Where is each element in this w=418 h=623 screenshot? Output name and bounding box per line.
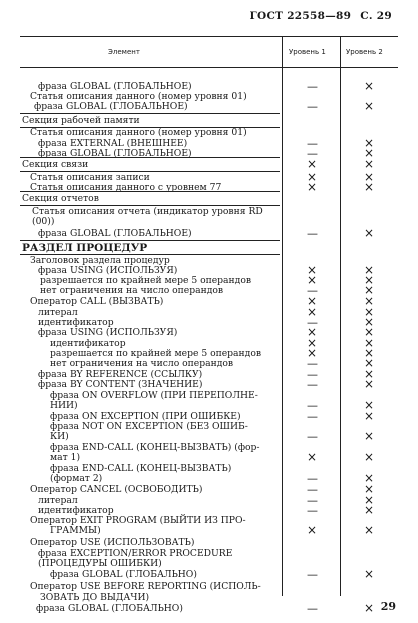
table-row: Секция связи: [22, 159, 89, 170]
cross-mark: ×: [364, 294, 375, 308]
cross-mark: ×: [364, 601, 375, 615]
page-number: 29: [380, 600, 396, 613]
cross-mark: ×: [364, 315, 375, 329]
table-row: фраза NOT ON EXCEPTION (БЕЗ ОШИБ-: [50, 421, 248, 432]
table-row: Статья описания данного (номер уровня 01): [30, 127, 247, 138]
dash-mark: —: [307, 494, 318, 507]
table-row: фраза GLOBAL (ГЛОБАЛЬНОЕ): [38, 81, 192, 92]
table-row: фраза ON EXCEPTION (ПРИ ОШИБКЕ): [50, 411, 241, 422]
dash-mark: —: [307, 147, 318, 160]
dash-mark: —: [307, 137, 318, 150]
table-row: фраза ON OVERFLOW (ПРИ ПЕРЕПОЛНЕ-: [50, 390, 258, 401]
dash-mark: —: [307, 399, 318, 412]
table-row: Оператор USE (ИСПОЛЬЗОВАТЬ): [30, 537, 195, 548]
cross-mark: ×: [364, 429, 375, 443]
cross-mark: ×: [307, 294, 318, 308]
table-row: Статья описания данного (номер уровня 01): [30, 91, 247, 102]
cross-mark: ×: [364, 226, 375, 240]
table-row: фраза EXTERNAL (ВНЕШНЕЕ): [38, 138, 188, 149]
cross-mark: ×: [364, 567, 375, 581]
table-row: РАЗДЕЛ ПРОЦЕДУР: [22, 242, 148, 254]
table-row: нет ограничения на число операндов: [50, 358, 234, 369]
dash-mark: —: [307, 430, 318, 443]
table-row: идентификатор: [50, 338, 126, 349]
table-row: литерал: [38, 307, 78, 318]
column-divider: [340, 36, 341, 596]
cross-mark: ×: [364, 305, 375, 319]
table-row: фраза USING (ИСПОЛЬЗУЯ): [38, 327, 178, 338]
table-row: фраза BY CONTENT (ЗНАЧЕНИЕ): [38, 379, 203, 390]
table-row: Статья описания записи: [30, 172, 150, 183]
table-header: [20, 36, 398, 68]
table-row: (00)): [32, 216, 55, 227]
cross-mark: ×: [364, 356, 375, 370]
dash-mark: —: [307, 80, 318, 93]
cross-mark: ×: [364, 398, 375, 412]
table-row: фраза END-CALL (КОНЕЦ-ВЫЗВАТЬ): [50, 463, 232, 474]
table-row: Оператор EXIT PROGRAM (ВЫЙТИ ИЗ ПРО-: [30, 515, 246, 526]
table-row: разрешается по крайней мере 5 операндов: [50, 348, 262, 359]
table-row: Секция рабочей памяти: [22, 115, 140, 126]
dash-mark: —: [307, 410, 318, 423]
column-level2: Уровень 2: [346, 48, 383, 56]
table-row: фраза GLOBAL (ГЛОБАЛЬНОЕ): [34, 101, 188, 112]
table-row: (ПРОЦЕДУРЫ ОШИБКИ): [38, 558, 162, 569]
standard-number: ГОСТ 22558—89: [249, 10, 352, 22]
dash-mark: —: [307, 602, 318, 615]
table-row: фраза GLOBAL (ГЛОБАЛЬНО): [50, 569, 197, 580]
cross-mark: ×: [307, 336, 318, 350]
cross-mark: ×: [364, 283, 375, 297]
table-row: мат 1): [50, 452, 81, 463]
dash-mark: —: [307, 357, 318, 370]
section-rule: [20, 157, 280, 158]
cross-mark: ×: [364, 377, 375, 391]
table-row: фраза GLOBAL (ГЛОБАЛЬНОЕ): [38, 228, 192, 239]
cross-mark: ×: [307, 180, 318, 194]
table-row: фраза EXCEPTION/ERROR PROCEDURE: [38, 548, 233, 559]
table-row: идентификатор: [38, 505, 114, 516]
cross-mark: ×: [364, 79, 375, 93]
cross-mark: ×: [307, 325, 318, 339]
section-rule: [20, 127, 280, 128]
section-rule: [20, 171, 280, 172]
cross-mark: ×: [364, 99, 375, 113]
cross-mark: ×: [364, 336, 375, 350]
dash-mark: —: [307, 568, 318, 581]
table-row: идентификатор: [38, 317, 114, 328]
dash-mark: —: [307, 227, 318, 240]
table-row: Оператор CALL (ВЫЗВАТЬ): [30, 296, 164, 307]
cross-mark: ×: [364, 367, 375, 381]
table-row: НИИ): [50, 400, 78, 411]
cross-mark: ×: [307, 450, 318, 464]
table-row: КИ): [50, 431, 69, 442]
cross-mark: ×: [307, 305, 318, 319]
table-row: Оператор USE BEFORE REPORTING (ИСПОЛЬ-: [30, 581, 261, 592]
cross-mark: ×: [364, 346, 375, 360]
section-rule: [20, 240, 280, 241]
cross-mark: ×: [364, 146, 375, 160]
table-row: Заголовок раздела процедур: [30, 255, 170, 266]
section-rule: [20, 113, 280, 114]
cross-mark: ×: [364, 170, 375, 184]
table-row: фраза GLOBAL (ГЛОБАЛЬНОЕ): [38, 148, 192, 159]
table-row: фраза USING (ИСПОЛЬЗУЯ): [38, 265, 178, 276]
table-row: фраза BY REFERENCE (ССЫЛКУ): [38, 369, 203, 380]
cross-mark: ×: [364, 180, 375, 194]
table-row: фраза END-CALL (КОНЕЦ-ВЫЗВАТЬ) (фор-: [50, 442, 260, 453]
dash-mark: —: [307, 100, 318, 113]
cross-mark: ×: [364, 263, 375, 277]
table-row: ЗОВАТЬ ДО ВЫДАЧИ): [40, 592, 150, 603]
cross-mark: ×: [364, 523, 375, 537]
section-rule: [20, 254, 280, 255]
dash-mark: —: [307, 378, 318, 391]
cross-mark: ×: [364, 493, 375, 507]
cross-mark: ×: [364, 450, 375, 464]
column-divider: [282, 36, 283, 596]
dash-mark: —: [307, 368, 318, 381]
table-row: нет ограничения на число операндов: [40, 285, 224, 296]
cross-mark: ×: [307, 523, 318, 537]
dash-mark: —: [307, 472, 318, 485]
section-rule: [20, 191, 280, 192]
cross-mark: ×: [307, 346, 318, 360]
cross-mark: ×: [364, 157, 375, 171]
cross-mark: ×: [307, 170, 318, 184]
table-row: Секция отчетов: [22, 193, 99, 204]
table-row: Статья описания отчета (индикатор уровня RD: [32, 206, 263, 217]
table-row: (формат 2): [50, 473, 103, 484]
cross-mark: ×: [364, 482, 375, 496]
cross-mark: ×: [364, 503, 375, 517]
cross-mark: ×: [364, 471, 375, 485]
table-row: ГРАММЫ): [50, 525, 101, 536]
cross-mark: ×: [307, 273, 318, 287]
cross-mark: ×: [364, 273, 375, 287]
dash-mark: —: [307, 483, 318, 496]
column-element: Элемент: [108, 48, 140, 56]
cross-mark: ×: [307, 263, 318, 277]
cross-mark: ×: [364, 409, 375, 423]
dash-mark: —: [307, 316, 318, 329]
table-row: Оператор CANCEL (ОСВОБОДИТЬ): [30, 484, 203, 495]
elements-table: [20, 36, 398, 616]
dash-mark: —: [307, 504, 318, 517]
cross-mark: ×: [307, 157, 318, 171]
table-row: литерал: [38, 495, 78, 506]
column-level1: Уровень 1: [289, 48, 326, 56]
page-label: С. 29: [360, 10, 392, 22]
table-row: разрешается по крайней мере 5 операндов: [40, 275, 252, 286]
table-row: Статья описания данного с уровнем 77: [30, 182, 222, 193]
section-rule: [20, 205, 280, 206]
dash-mark: —: [307, 284, 318, 297]
cross-mark: ×: [364, 136, 375, 150]
table-row: фраза GLOBAL (ГЛОБАЛЬНО): [36, 603, 183, 614]
cross-mark: ×: [364, 325, 375, 339]
running-header: [244, 10, 392, 22]
